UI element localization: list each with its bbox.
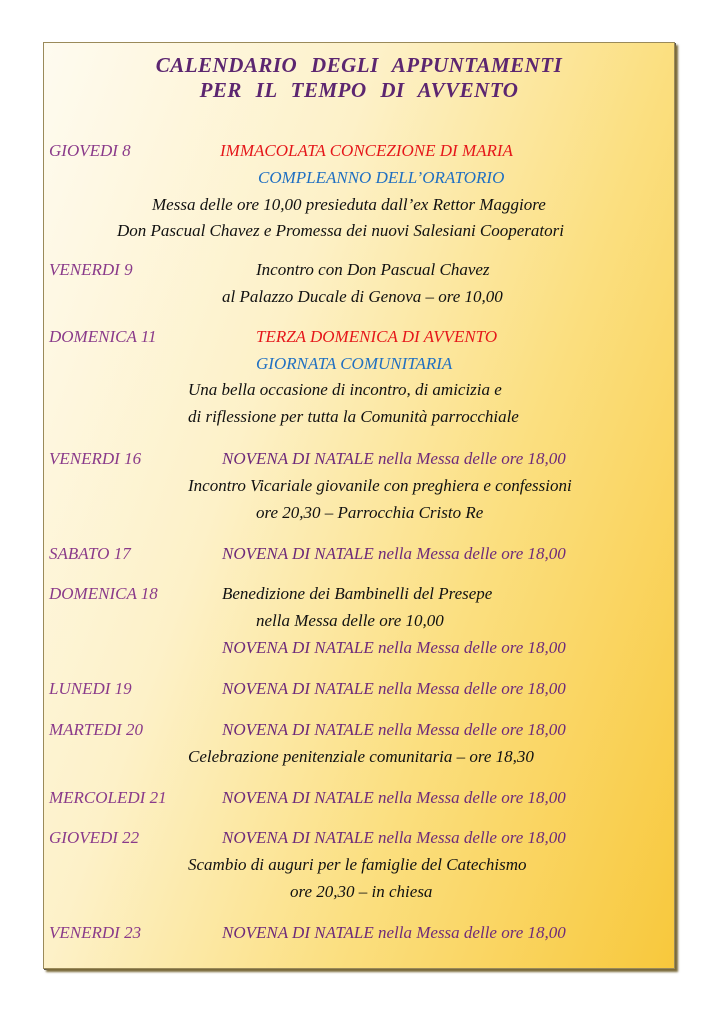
event-day: GIOVEDI 8 <box>49 141 131 160</box>
event-text: Incontro Vicariale giovanile con preghiera e confessioni <box>188 476 572 495</box>
title-line-1: CALENDARIO DEGLI APPUNTAMENTI <box>155 53 563 77</box>
event-text: Incontro con Don Pascual Chavez <box>256 260 490 279</box>
event-day: LUNEDI 19 <box>49 679 132 698</box>
event-day: DOMENICA 11 <box>49 327 157 346</box>
event-text: Celebrazione penitenziale comunitaria – ore 18,30 <box>188 747 534 766</box>
event-day: VENERDI 23 <box>49 923 142 942</box>
event-text: Benedizione dei Bambinelli del Presepe <box>222 584 493 603</box>
event-day: VENERDI 16 <box>49 449 142 468</box>
event-day: DOMENICA 18 <box>49 584 158 603</box>
event-text: ore 20,30 – Parrocchia Cristo Re <box>256 503 484 522</box>
event-text: Don Pascual Chavez e Promessa dei nuovi Salesiani Cooperatori <box>117 221 564 240</box>
event-novena: NOVENA DI NATALE nella Messa delle ore 18,00 <box>222 638 566 657</box>
event-text: nella Messa delle ore 10,00 <box>256 611 444 630</box>
event-day: MERCOLEDI 21 <box>49 788 167 807</box>
event-novena: NOVENA DI NATALE nella Messa delle ore 18,00 <box>222 828 566 847</box>
event-title: IMMACOLATA CONCEZIONE DI MARIA <box>220 141 513 160</box>
event-text: ore 20,30 – in chiesa <box>290 882 433 901</box>
event-text: Messa delle ore 10,00 presieduta dall’ex Rettor Maggiore <box>152 195 546 214</box>
event-subtitle: COMPLEANNO DELL’ORATORIO <box>258 168 505 187</box>
event-text: al Palazzo Ducale di Genova – ore 10,00 <box>222 287 503 306</box>
event-novena: NOVENA DI NATALE nella Messa delle ore 18,00 <box>222 923 566 942</box>
calendar-poster <box>43 42 675 969</box>
event-day: VENERDI 9 <box>49 260 133 279</box>
event-day: MARTEDI 20 <box>49 720 143 739</box>
event-novena: NOVENA DI NATALE nella Messa delle ore 18,00 <box>222 720 566 739</box>
event-day: SABATO 17 <box>49 544 131 563</box>
event-text: Scambio di auguri per le famiglie del Catechismo <box>188 855 527 874</box>
event-text: di riflessione per tutta la Comunità parrocchiale <box>188 407 519 426</box>
event-day: GIOVEDI 22 <box>49 828 140 847</box>
event-novena: NOVENA DI NATALE nella Messa delle ore 18,00 <box>222 679 566 698</box>
event-novena: NOVENA DI NATALE nella Messa delle ore 18,00 <box>222 544 566 563</box>
event-novena: NOVENA DI NATALE nella Messa delle ore 18,00 <box>222 449 566 468</box>
event-novena: NOVENA DI NATALE nella Messa delle ore 18,00 <box>222 788 566 807</box>
event-subtitle: GIORNATA COMUNITARIA <box>256 354 453 373</box>
event-text: Una bella occasione di incontro, di amicizia e <box>188 380 502 399</box>
title-line-2: PER IL TEMPO DI AVVENTO <box>199 78 519 102</box>
event-title: TERZA DOMENICA DI AVVENTO <box>256 327 498 346</box>
